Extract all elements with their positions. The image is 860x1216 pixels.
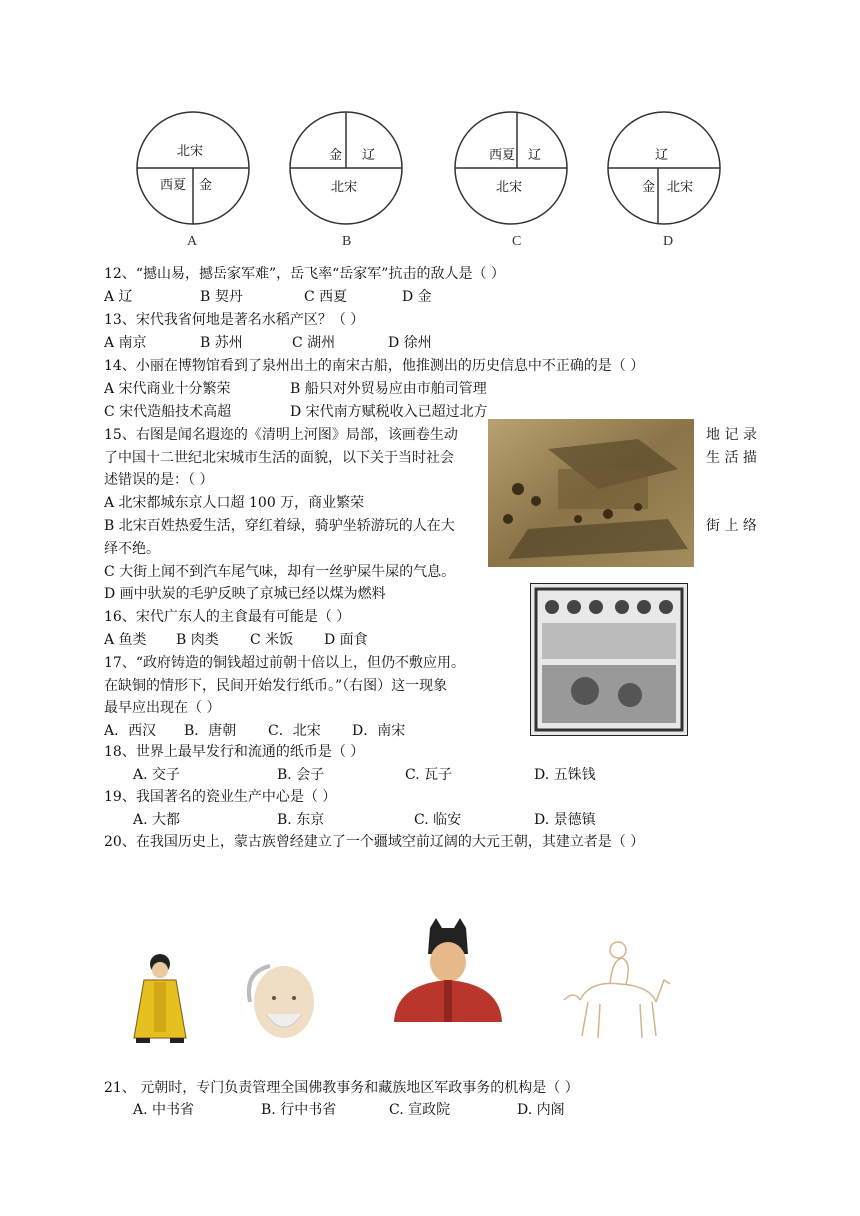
q17-option-d: D．南宋 — [352, 723, 406, 739]
q13-option-d: D 徐州 — [388, 335, 432, 351]
q18-option-c: C. 瓦子 — [405, 767, 453, 783]
q17-line-1: 17、“政府铸造的铜钱超过前朝十倍以上，但仍不敷应用。 — [104, 655, 465, 671]
q21-option-d: D. 内阁 — [517, 1102, 565, 1118]
q19-option-d: D. 景德镇 — [534, 812, 596, 828]
map-b-label-ne: 辽 — [362, 148, 376, 163]
q16-option-d: D 面食 — [324, 632, 368, 648]
map-c-label-ne: 辽 — [528, 148, 542, 163]
q15-option-d: D 画中驮炭的毛驴反映了京城已经以煤为燃料 — [104, 586, 386, 602]
q12-option-a: A 辽 — [104, 289, 133, 305]
q13-option-b: B 苏州 — [200, 335, 243, 351]
map-option-b — [286, 110, 406, 250]
portrait-emperor-yellow-robe — [120, 950, 200, 1044]
q18-option-a: A. 交子 — [133, 767, 181, 783]
map-c-label-south: 北宋 — [496, 180, 523, 195]
map-a-label-se: 金 — [199, 178, 213, 193]
q15-option-b-2: 绎不绝。 — [104, 541, 160, 557]
q18-option-b: B. 会子 — [277, 767, 325, 783]
q15-line-2b: 生 活 描 — [706, 450, 757, 466]
map-a-label-north: 北宋 — [177, 144, 204, 159]
jiaozi-banknote-image — [530, 583, 688, 736]
map-d-label-se: 北宋 — [667, 180, 694, 195]
q15-option-b-1-tail: 街 上 络 — [706, 518, 757, 534]
q16-option-a: A 鱼类 — [104, 632, 147, 648]
map-c-letter: C — [512, 234, 522, 249]
map-a-circle — [133, 110, 253, 230]
map-option-c — [451, 110, 571, 250]
q17-option-b: B．唐朝 — [184, 723, 237, 739]
q21-option-c: C. 宣政院 — [389, 1102, 451, 1118]
q12-option-b: B 契丹 — [200, 289, 243, 305]
q21-option-b: B. 行中书省 — [261, 1102, 337, 1118]
map-a-letter: A — [187, 234, 198, 249]
question-12-stem: 12、“撼山易，撼岳家军难”，岳飞率“岳家军”抗击的敌人是（ ） — [104, 266, 505, 282]
question-21-stem: 21、 元朝时，专门负责管理全国佛教事务和藏族地区军政事务的机构是（ ） — [104, 1080, 579, 1096]
q16-option-c: C 米饭 — [250, 632, 294, 648]
q15-option-c: C 大街上闻不到汽车尾气味，却有一丝驴屎牛屎的气息。 — [104, 564, 456, 580]
question-18-stem: 18、世界上最早发行和流通的纸币是（ ） — [104, 744, 365, 760]
q14-option-b: B 船只对外贸易应由市舶司管理 — [290, 381, 487, 397]
map-c-label-nw: 西夏 — [489, 148, 516, 163]
q17-line-3: 最早应出现在（ ） — [104, 700, 221, 716]
q16-option-b: B 肉类 — [176, 632, 219, 648]
q13-option-c: C 湖州 — [292, 335, 336, 351]
q19-option-b: B. 东京 — [277, 812, 325, 828]
q14-option-a: A 宋代商业十分繁荣 — [104, 381, 231, 397]
map-b-letter: B — [342, 234, 352, 249]
map-option-a — [133, 110, 253, 250]
map-option-d — [604, 110, 724, 250]
map-a-label-sw: 西夏 — [160, 178, 187, 193]
q15-line-1a: 15、右图是闻名遐迩的《清明上河图》局部，该画卷生动 — [104, 427, 458, 443]
q17-option-a: A．西汉 — [104, 723, 157, 739]
portrait-bald-elder — [240, 962, 322, 1048]
map-d-label-sw: 金 — [642, 180, 656, 195]
portrait-emperor-red-robe — [384, 918, 512, 1022]
q15-line-3: 述错误的是：（ ） — [104, 472, 214, 488]
q17-line-2: 在缺铜的情形下，民间开始发行纸币。”（右图）这一现象 — [104, 678, 448, 694]
question-14-stem: 14、小丽在博物馆看到了泉州出土的南宋古船，他推测出的历史信息中不正确的是（ ） — [104, 358, 645, 374]
map-c-circle — [451, 110, 571, 230]
q19-option-a: A. 大都 — [133, 812, 181, 828]
q18-option-d: D. 五铢钱 — [534, 767, 596, 783]
question-19-stem: 19、我国著名的瓷业生产中心是（ ） — [104, 789, 337, 805]
q15-line-1b: 地 记 录 — [706, 427, 757, 443]
q19-option-c: C. 临安 — [414, 812, 462, 828]
q15-option-a: A 北宋都城东京人口超 100 万，商业繁荣 — [104, 495, 365, 511]
question-20-stem: 20、在我国历史上，蒙古族曾经建立了一个疆域空前辽阔的大元王朝，其建立者是（ ） — [104, 834, 645, 850]
q17-option-c: C．北宋 — [268, 723, 321, 739]
question-13-stem: 13、宋代我省何地是著名水稻产区？（ ） — [104, 312, 365, 328]
map-b-label-south: 北宋 — [331, 180, 358, 195]
question-16-stem: 16、宋代广东人的主食最有可能是（ ） — [104, 609, 351, 625]
q21-option-a: A. 中书省 — [133, 1102, 195, 1118]
map-d-letter: D — [663, 234, 674, 249]
map-b-label-nw: 金 — [329, 148, 343, 163]
map-d-label-north: 辽 — [655, 148, 669, 163]
map-d-circle — [604, 110, 724, 230]
qingming-painting-image — [488, 419, 694, 567]
q15-line-2a: 了中国十二世纪北宋城市生活的面貌，以下关于当时社会 — [104, 450, 454, 466]
q12-option-d: D 金 — [402, 289, 432, 305]
q14-option-c: C 宋代造船技术高超 — [104, 404, 232, 420]
q14-option-d: D 宋代南方赋税收入已超过北方 — [290, 404, 488, 420]
q13-option-a: A 南京 — [104, 335, 147, 351]
map-b-circle — [286, 110, 406, 230]
q15-option-b-1: B 北宋百姓热爱生活，穿红着绿，骑驴坐轿游玩的人在大 — [104, 518, 455, 534]
q12-option-c: C 西夏 — [304, 289, 348, 305]
portrait-horse-sketch — [560, 940, 674, 1046]
